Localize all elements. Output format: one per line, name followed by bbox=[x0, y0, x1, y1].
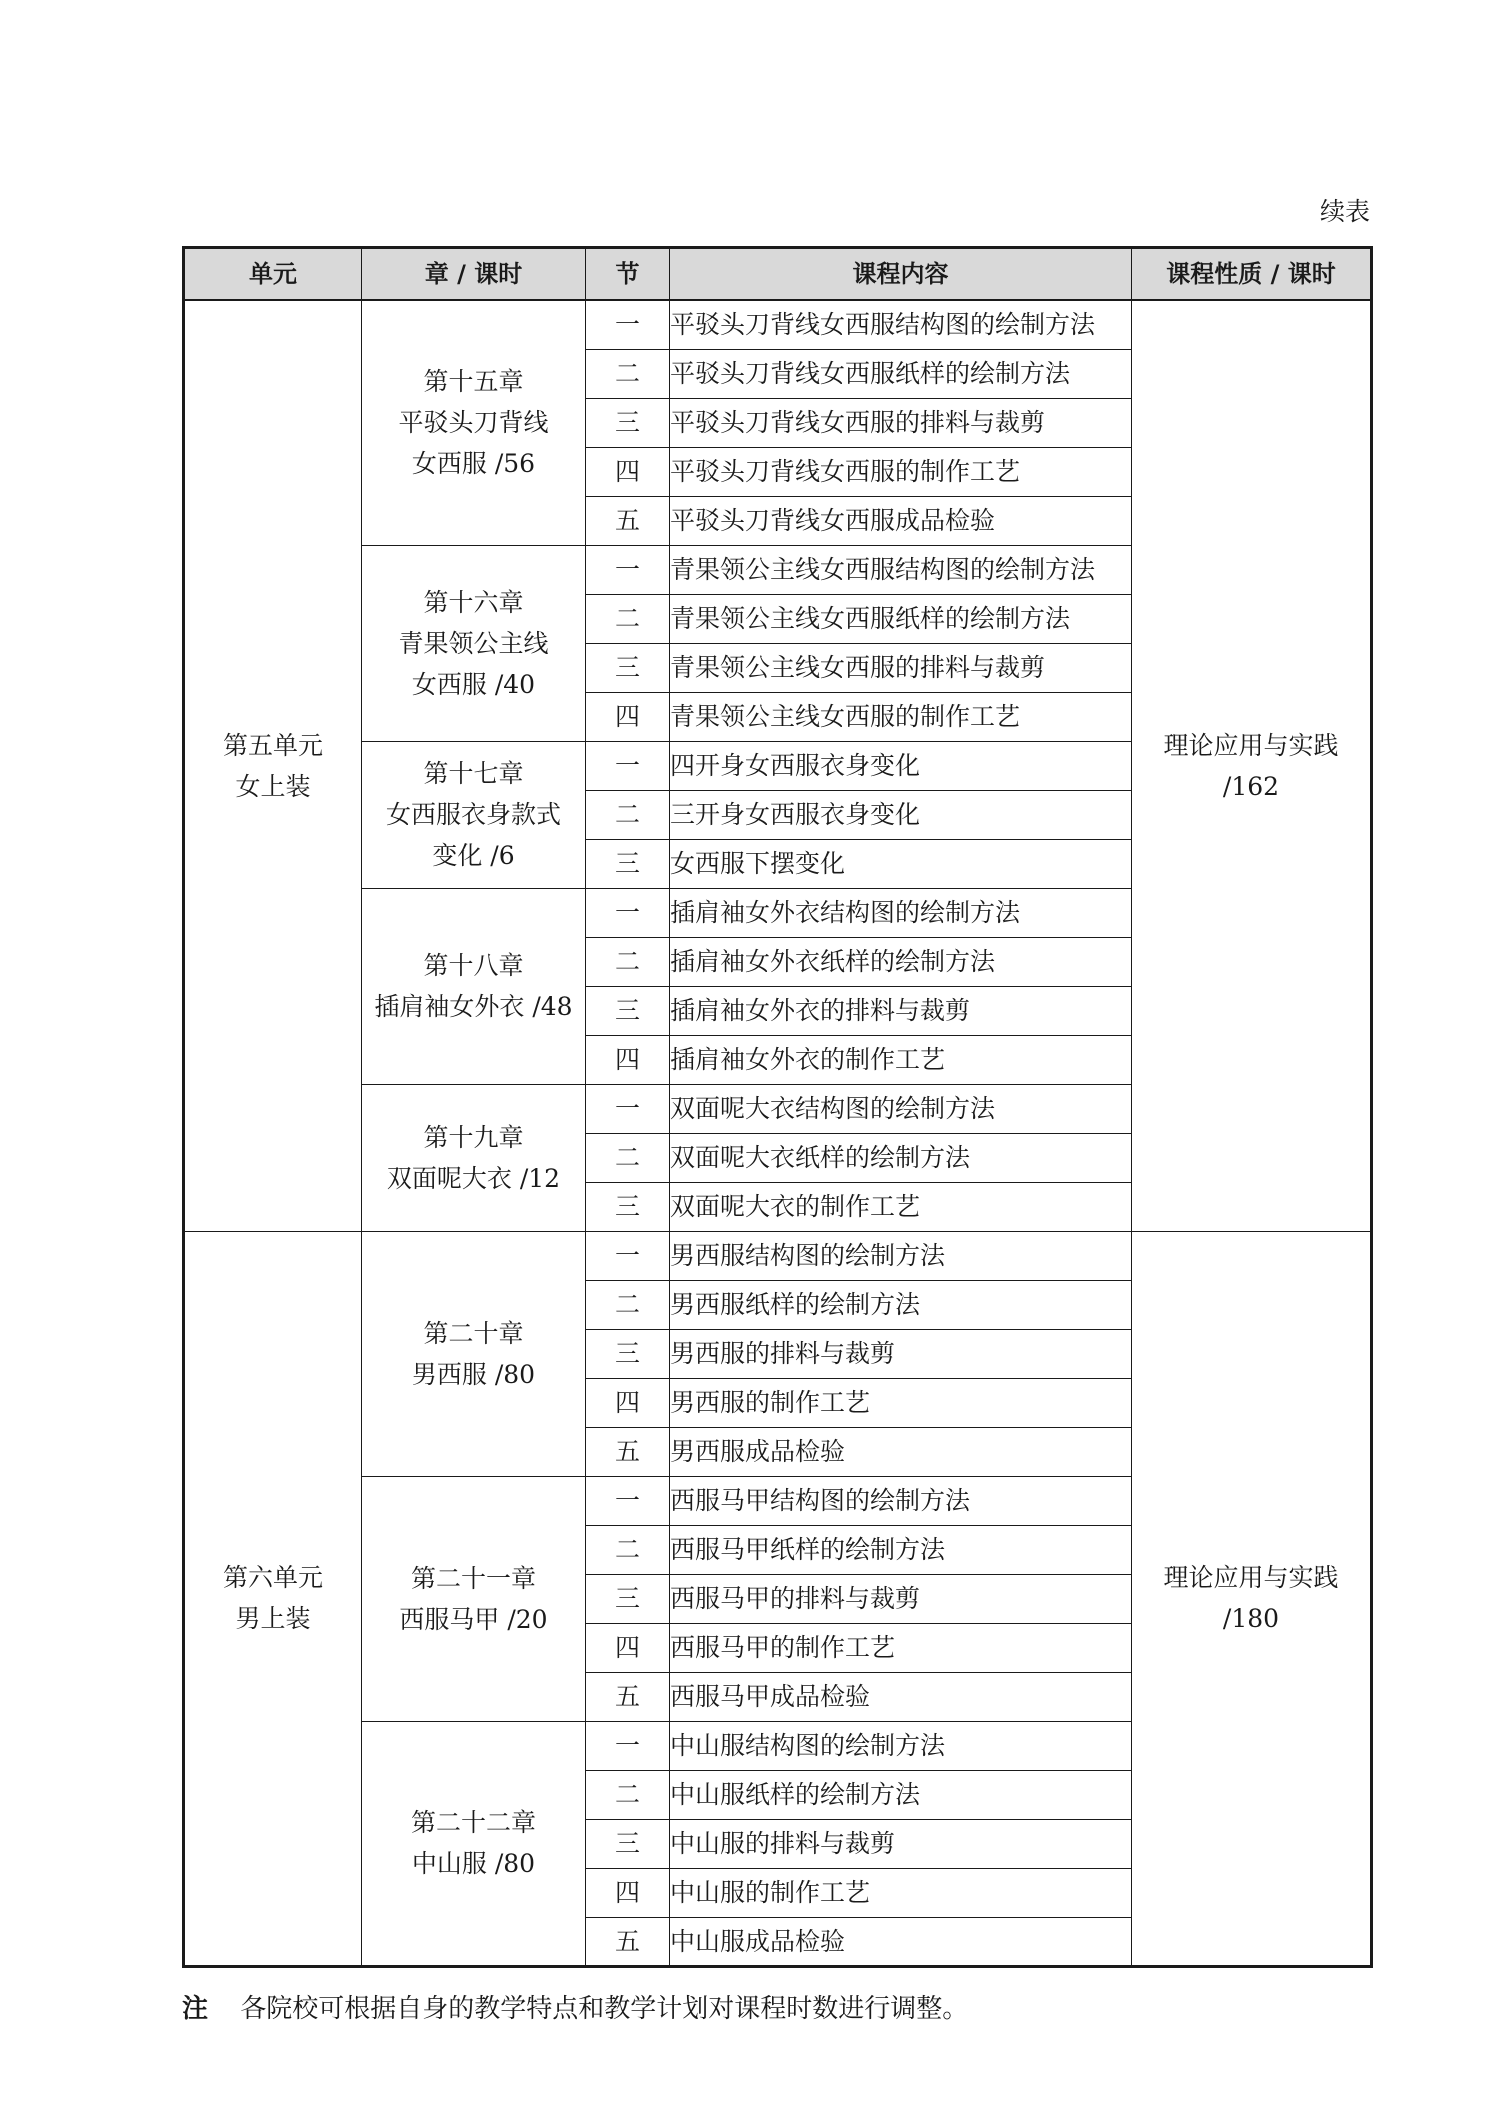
section-content: 男西服纸样的绘制方法 bbox=[670, 1280, 1132, 1329]
section-number: 一 bbox=[586, 1231, 670, 1280]
chapter-cell bbox=[362, 545, 586, 741]
section-content: 中山服成品检验 bbox=[670, 1917, 1132, 1966]
section-content: 插肩袖女外衣结构图的绘制方法 bbox=[670, 888, 1132, 937]
section-content: 青果领公主线女西服的排料与裁剪 bbox=[670, 643, 1132, 692]
course-nature-line: 理论应用与实践 bbox=[1163, 1563, 1339, 1592]
section-content: 青果领公主线女西服结构图的绘制方法 bbox=[670, 545, 1132, 594]
section-number: 五 bbox=[586, 1672, 670, 1721]
section-number: 四 bbox=[586, 1623, 670, 1672]
section-content: 平驳头刀背线女西服纸样的绘制方法 bbox=[670, 349, 1132, 398]
header-chapter: 章 / 课时 bbox=[362, 248, 586, 301]
section-content: 平驳头刀背线女西服成品检验 bbox=[670, 496, 1132, 545]
section-number: 三 bbox=[586, 1574, 670, 1623]
header-nature: 课程性质 / 课时 bbox=[1132, 248, 1372, 301]
section-content: 西服马甲纸样的绘制方法 bbox=[670, 1525, 1132, 1574]
chapter-title-line: 男西服 /80 bbox=[411, 1359, 536, 1389]
chapter-cell bbox=[362, 1231, 586, 1476]
table-body bbox=[184, 300, 1372, 1966]
course-nature-cell bbox=[1132, 1231, 1372, 1966]
section-content: 男西服的制作工艺 bbox=[670, 1378, 1132, 1427]
section-number: 二 bbox=[586, 1280, 670, 1329]
section-content: 中山服结构图的绘制方法 bbox=[670, 1721, 1132, 1770]
unit-title-line: 男上装 bbox=[235, 1604, 311, 1633]
section-number: 三 bbox=[586, 1182, 670, 1231]
chapter-title-line: 第十八章 bbox=[423, 951, 524, 980]
unit-title-line: 女上装 bbox=[235, 771, 311, 801]
section-number: 一 bbox=[586, 888, 670, 937]
section-number: 三 bbox=[586, 839, 670, 888]
chapter-title-line: 平驳头刀背线 bbox=[398, 408, 549, 438]
section-content: 男西服结构图的绘制方法 bbox=[670, 1231, 1132, 1280]
section-content: 三开身女西服衣身变化 bbox=[670, 790, 1132, 839]
section-number: 四 bbox=[586, 447, 670, 496]
section-number: 四 bbox=[586, 1868, 670, 1917]
footnote bbox=[182, 1988, 968, 2025]
section-content: 插肩袖女外衣的排料与裁剪 bbox=[670, 986, 1132, 1035]
section-number: 二 bbox=[586, 349, 670, 398]
section-number: 二 bbox=[586, 1525, 670, 1574]
chapter-title-line: 女西服 /56 bbox=[411, 449, 536, 479]
table-header bbox=[184, 248, 1372, 301]
section-number: 三 bbox=[586, 986, 670, 1035]
section-number: 二 bbox=[586, 594, 670, 643]
chapter-title-line: 女西服 /40 bbox=[411, 669, 536, 699]
course-nature-cell bbox=[1132, 300, 1372, 1231]
section-number: 一 bbox=[586, 300, 670, 349]
unit-cell bbox=[184, 300, 362, 1231]
chapter-title-line: 第二十章 bbox=[423, 1318, 524, 1348]
chapter-title-line: 插肩袖女外衣 /48 bbox=[374, 992, 573, 1021]
chapter-title-line: 女西服衣身款式 bbox=[385, 800, 561, 829]
unit-cell bbox=[184, 1231, 362, 1966]
chapter-title-line: 第十七章 bbox=[423, 759, 524, 788]
section-content: 中山服的制作工艺 bbox=[670, 1868, 1132, 1917]
section-content: 青果领公主线女西服纸样的绘制方法 bbox=[670, 594, 1132, 643]
section-number: 二 bbox=[586, 1133, 670, 1182]
header-row bbox=[184, 248, 1372, 301]
chapter-cell bbox=[362, 741, 586, 888]
course-nature-line: /162 bbox=[1222, 771, 1280, 801]
unit-title-line: 第六单元 bbox=[222, 1563, 323, 1592]
footnote-label: 注 bbox=[182, 1994, 209, 2024]
chapter-cell bbox=[362, 300, 586, 545]
chapter-title-line: 中山服 /80 bbox=[411, 1849, 536, 1878]
section-number: 四 bbox=[586, 692, 670, 741]
section-content: 男西服成品检验 bbox=[670, 1427, 1132, 1476]
chapter-cell bbox=[362, 1721, 586, 1966]
chapter-cell bbox=[362, 1476, 586, 1721]
chapter-title-line: 西服马甲 /20 bbox=[399, 1604, 548, 1634]
section-number: 四 bbox=[586, 1035, 670, 1084]
section-content: 双面呢大衣结构图的绘制方法 bbox=[670, 1084, 1132, 1133]
header-section: 节 bbox=[586, 248, 670, 301]
chapter-cell bbox=[362, 888, 586, 1084]
section-number: 一 bbox=[586, 545, 670, 594]
section-number: 一 bbox=[586, 1084, 670, 1133]
section-content: 平驳头刀背线女西服的制作工艺 bbox=[670, 447, 1132, 496]
section-content: 中山服的排料与裁剪 bbox=[670, 1819, 1132, 1868]
section-number: 五 bbox=[586, 1917, 670, 1966]
continued-label: 续表 bbox=[1319, 197, 1370, 226]
section-content: 男西服的排料与裁剪 bbox=[670, 1329, 1132, 1378]
section-number: 一 bbox=[586, 1721, 670, 1770]
table-row bbox=[184, 300, 1372, 349]
section-content: 平驳头刀背线女西服结构图的绘制方法 bbox=[670, 300, 1132, 349]
section-content: 西服马甲的排料与裁剪 bbox=[670, 1574, 1132, 1623]
chapter-title-line: 第十九章 bbox=[423, 1122, 524, 1152]
section-number: 二 bbox=[586, 937, 670, 986]
section-content: 女西服下摆变化 bbox=[670, 839, 1132, 888]
section-content: 插肩袖女外衣纸样的绘制方法 bbox=[670, 937, 1132, 986]
chapter-title-line: 第二十二章 bbox=[410, 1808, 536, 1837]
section-content: 西服马甲结构图的绘制方法 bbox=[670, 1476, 1132, 1525]
chapter-cell bbox=[362, 1084, 586, 1231]
chapter-title-line: 青果领公主线 bbox=[398, 628, 549, 658]
section-number: 四 bbox=[586, 1378, 670, 1427]
section-content: 西服马甲的制作工艺 bbox=[670, 1623, 1132, 1672]
table-row bbox=[184, 1231, 1372, 1280]
course-table bbox=[182, 246, 1373, 1968]
chapter-title-line: 变化 /6 bbox=[432, 841, 515, 870]
course-nature-line: /180 bbox=[1222, 1604, 1280, 1633]
header-content: 课程内容 bbox=[670, 248, 1132, 301]
chapter-title-line: 第十六章 bbox=[423, 587, 524, 617]
section-content: 西服马甲成品检验 bbox=[670, 1672, 1132, 1721]
section-content: 平驳头刀背线女西服的排料与裁剪 bbox=[670, 398, 1132, 447]
section-number: 五 bbox=[586, 1427, 670, 1476]
section-number: 三 bbox=[586, 1819, 670, 1868]
chapter-title-line: 双面呢大衣 /12 bbox=[386, 1163, 561, 1193]
header-unit: 单元 bbox=[184, 248, 362, 301]
section-number: 五 bbox=[586, 496, 670, 545]
section-content: 青果领公主线女西服的制作工艺 bbox=[670, 692, 1132, 741]
section-number: 一 bbox=[586, 741, 670, 790]
section-content: 插肩袖女外衣的制作工艺 bbox=[670, 1035, 1132, 1084]
section-content: 四开身女西服衣身变化 bbox=[670, 741, 1132, 790]
section-number: 二 bbox=[586, 790, 670, 839]
section-content: 双面呢大衣的制作工艺 bbox=[670, 1182, 1132, 1231]
chapter-title-line: 第二十一章 bbox=[410, 1563, 536, 1593]
unit-title-line: 第五单元 bbox=[222, 730, 323, 760]
section-number: 三 bbox=[586, 398, 670, 447]
footnote-text: 各院校可根据自身的教学特点和教学计划对课程时数进行调整。 bbox=[240, 1994, 969, 2024]
section-number: 三 bbox=[586, 643, 670, 692]
section-content: 双面呢大衣纸样的绘制方法 bbox=[670, 1133, 1132, 1182]
section-number: 一 bbox=[586, 1476, 670, 1525]
chapter-title-line: 第十五章 bbox=[423, 367, 524, 397]
course-nature-line: 理论应用与实践 bbox=[1163, 730, 1339, 760]
section-content: 中山服纸样的绘制方法 bbox=[670, 1770, 1132, 1819]
section-number: 三 bbox=[586, 1329, 670, 1378]
section-number: 二 bbox=[586, 1770, 670, 1819]
